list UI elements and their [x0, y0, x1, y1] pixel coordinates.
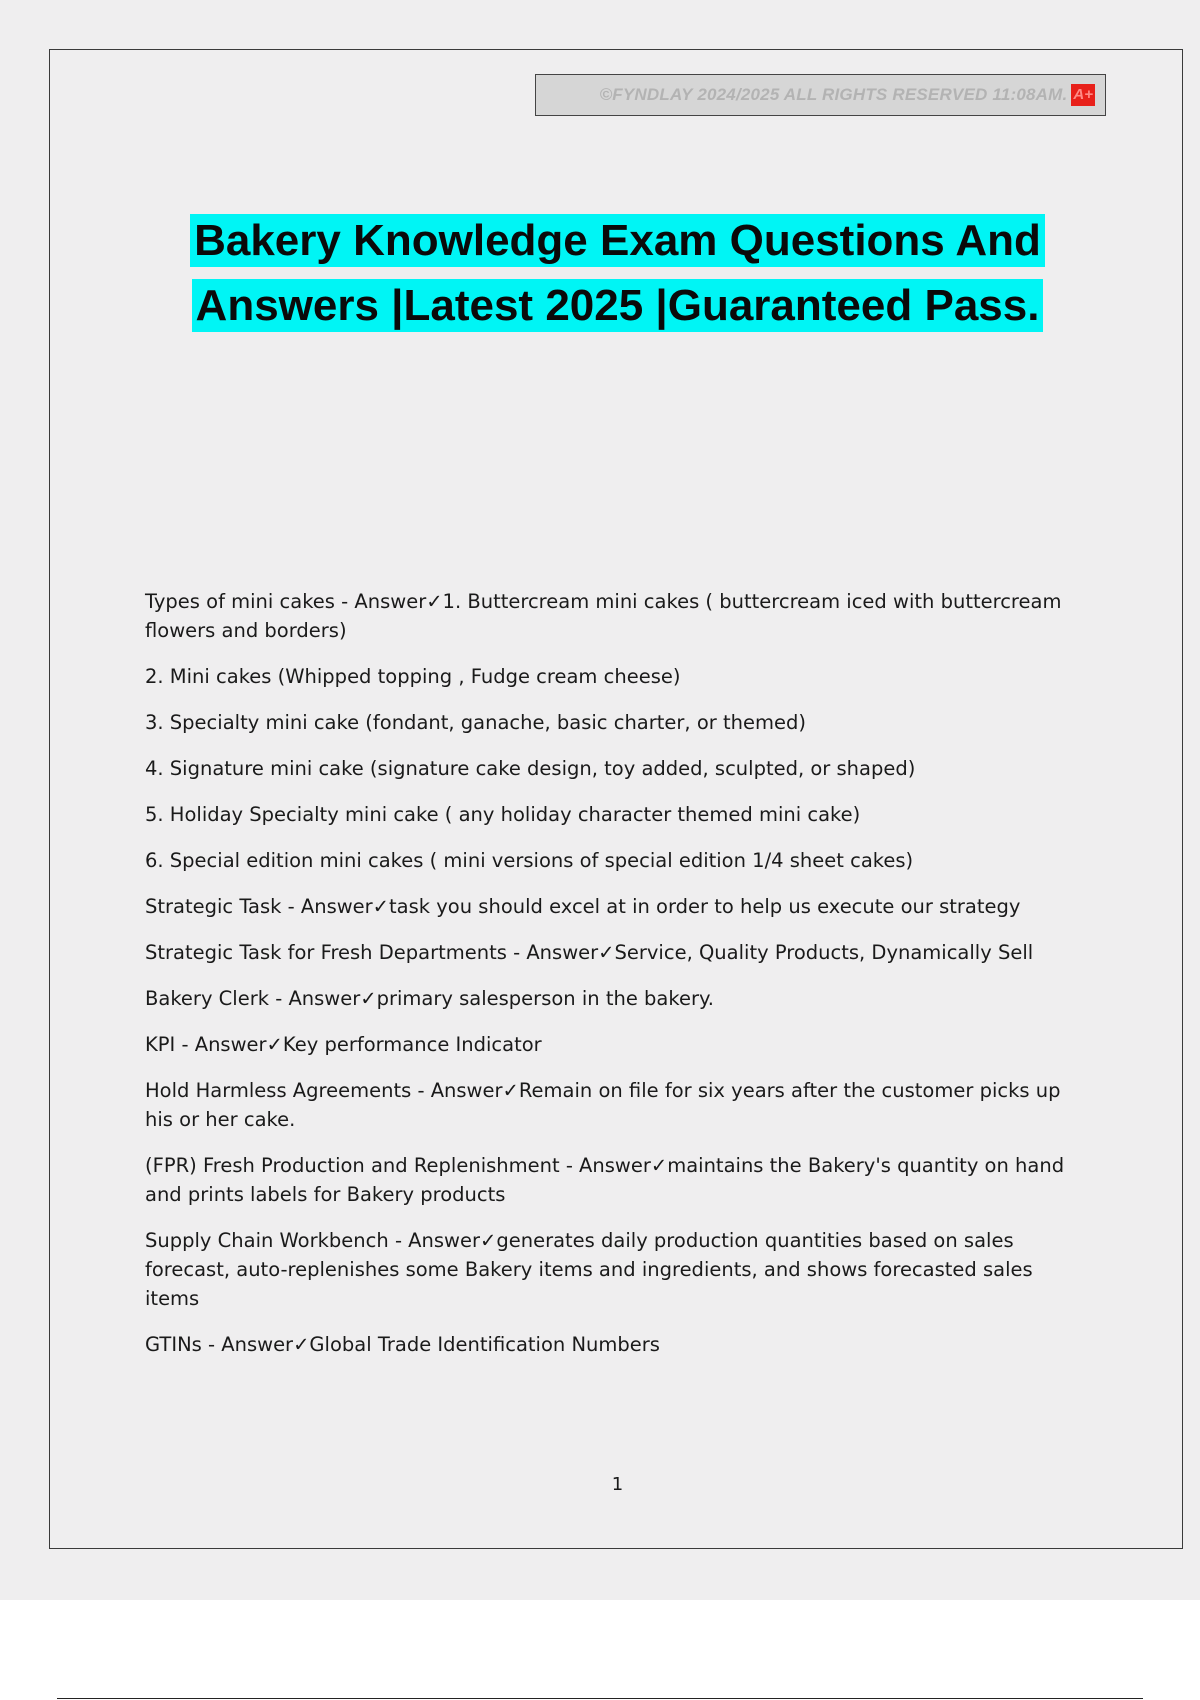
qa-entry: (FPR) Fresh Production and Replenishment - Answer✓maintains the Bakery's quantity on hand and prints labels for Bakery products [145, 1154, 1065, 1206]
qa-entry: GTINs - Answer✓Global Trade Identification Numbers [145, 1333, 660, 1356]
qa-entry: KPI - Answer✓Key performance Indicator [145, 1033, 542, 1056]
qa-entry: Bakery Clerk - Answer✓primary salesperson in the bakery. [145, 987, 714, 1010]
qa-entry: Supply Chain Workbench - Answer✓generates daily production quantities based on sales forecast, auto-replenishes some Bakery items and ingredients, and shows forecasted sales items [145, 1229, 1033, 1310]
page-number: 1 [611, 1474, 624, 1495]
qa-entry: 2. Mini cakes (Whipped topping , Fudge cream cheese) [145, 665, 681, 688]
copyright-text: ©FYNDLAY 2024/2025 ALL RIGHTS RESERVED 11:08AM. [599, 85, 1068, 104]
qa-entry: 5. Holiday Specialty mini cake ( any holiday character themed mini cake) [145, 803, 861, 826]
document-title [0, 208, 1200, 338]
qa-entry: Hold Harmless Agreements - Answer✓Remain on file for six years after the customer picks up his or her cake. [145, 1079, 1061, 1131]
title-line-2: Answers |Latest 2025 |Guaranteed Pass. [192, 279, 1044, 332]
qa-entry: 3. Specialty mini cake (fondant, ganache, basic charter, or themed) [145, 711, 806, 734]
qa-list [145, 587, 1085, 1376]
next-page-divider [57, 1698, 1143, 1699]
copyright-banner [535, 74, 1106, 116]
grade-badge: A+ [1071, 84, 1095, 106]
qa-entry: 6. Special edition mini cakes ( mini versions of special edition 1/4 sheet cakes) [145, 849, 914, 872]
qa-entry: Types of mini cakes - Answer✓1. Buttercream mini cakes ( buttercream iced with buttercream flowers and borders) [145, 590, 1062, 642]
title-line-1: Bakery Knowledge Exam Questions And [190, 214, 1045, 267]
qa-entry: Strategic Task - Answer✓task you should excel at in order to help us execute our strategy [145, 895, 1021, 918]
qa-entry: Strategic Task for Fresh Departments - Answer✓Service, Quality Products, Dynamically Sell [145, 941, 1034, 964]
qa-entry: 4. Signature mini cake (signature cake design, toy added, sculpted, or shaped) [145, 757, 916, 780]
